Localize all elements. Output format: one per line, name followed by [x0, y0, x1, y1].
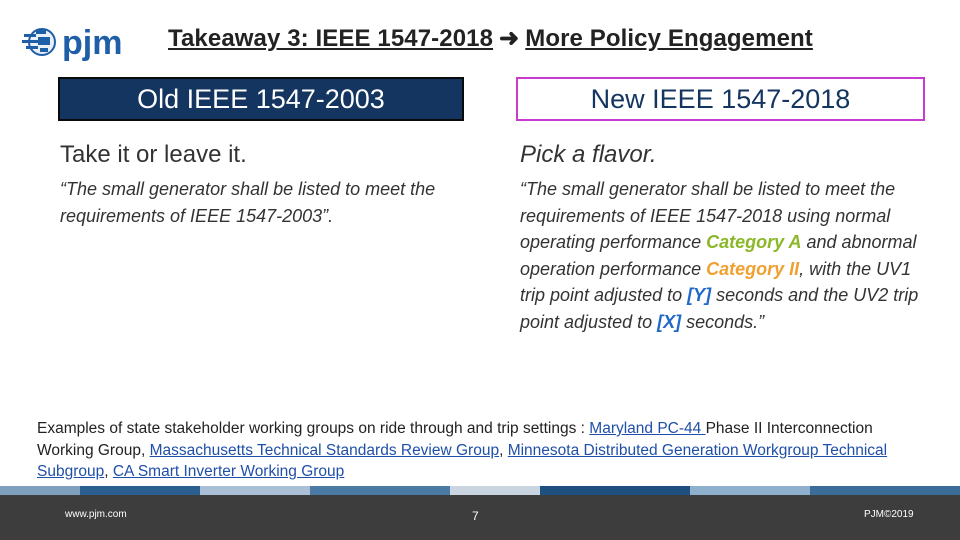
placeholder-x: [X]: [657, 311, 682, 332]
new-standard-header: [516, 77, 925, 121]
footer-url: www.pjm.com: [65, 509, 127, 520]
page-number: 7: [472, 509, 479, 523]
globe-icon: [22, 29, 55, 55]
old-quote: “The small generator shall be listed to meet the requirements of IEEE 1547-2003”.: [60, 179, 436, 226]
new-quote-part1: “The small generator shall be listed to meet the requirements of IEEE 1547-2018 using normal operating performance: [520, 179, 896, 252]
right-arrow-icon: ➜: [499, 25, 520, 52]
slide-title: [168, 24, 813, 53]
placeholder-y: [Y]: [687, 285, 712, 305]
old-standard-header: [58, 77, 464, 121]
old-lead: Take it or leave it.: [60, 141, 247, 168]
footer-copyright: PJM©2019: [864, 509, 914, 520]
link-minnesota[interactable]: Minnesota Distributed Generation Workgroup Technical Subgroup: [37, 441, 888, 480]
link-massachusetts[interactable]: Massachusetts Technical Standards Review Group: [149, 441, 500, 459]
examples-sep3: ,: [104, 463, 113, 480]
new-standard-heading: New IEEE 1547-2018: [590, 83, 851, 114]
footer: [0, 495, 960, 540]
new-quote-part3: , with the UV1 trip point adjusted to: [520, 258, 912, 305]
pjm-logo: [22, 20, 167, 64]
link-ca-smart-inverter[interactable]: CA Smart Inverter Working Group: [112, 463, 345, 480]
old-standard-heading: Old IEEE 1547-2003: [137, 83, 385, 114]
title-left: Takeaway 3: IEEE 1547-2018: [168, 25, 494, 52]
examples-intro: Examples of state stakeholder working groups on ride through and trip settings :: [37, 420, 590, 437]
examples-sep2: ,: [499, 441, 508, 459]
examples-paragraph: [37, 418, 917, 483]
category-ii: Category II: [706, 258, 800, 279]
logo-wordmark: pjm: [62, 24, 123, 62]
category-a: Category A: [706, 232, 802, 252]
examples-mid1: Phase II Interconnection Working Group,: [37, 420, 873, 459]
new-lead: Pick a flavor.: [520, 141, 657, 168]
new-quote-part2: and abnormal operation performance: [520, 232, 917, 279]
new-quote-part4: seconds and the UV2 trip point adjusted to: [520, 285, 919, 332]
title-right: More Policy Engagement: [525, 25, 813, 52]
link-maryland-pc44[interactable]: Maryland PC-44: [589, 420, 706, 437]
footer-stripe: [0, 486, 960, 495]
new-quote-part5: seconds.”: [681, 311, 765, 332]
new-quote: [520, 176, 920, 335]
